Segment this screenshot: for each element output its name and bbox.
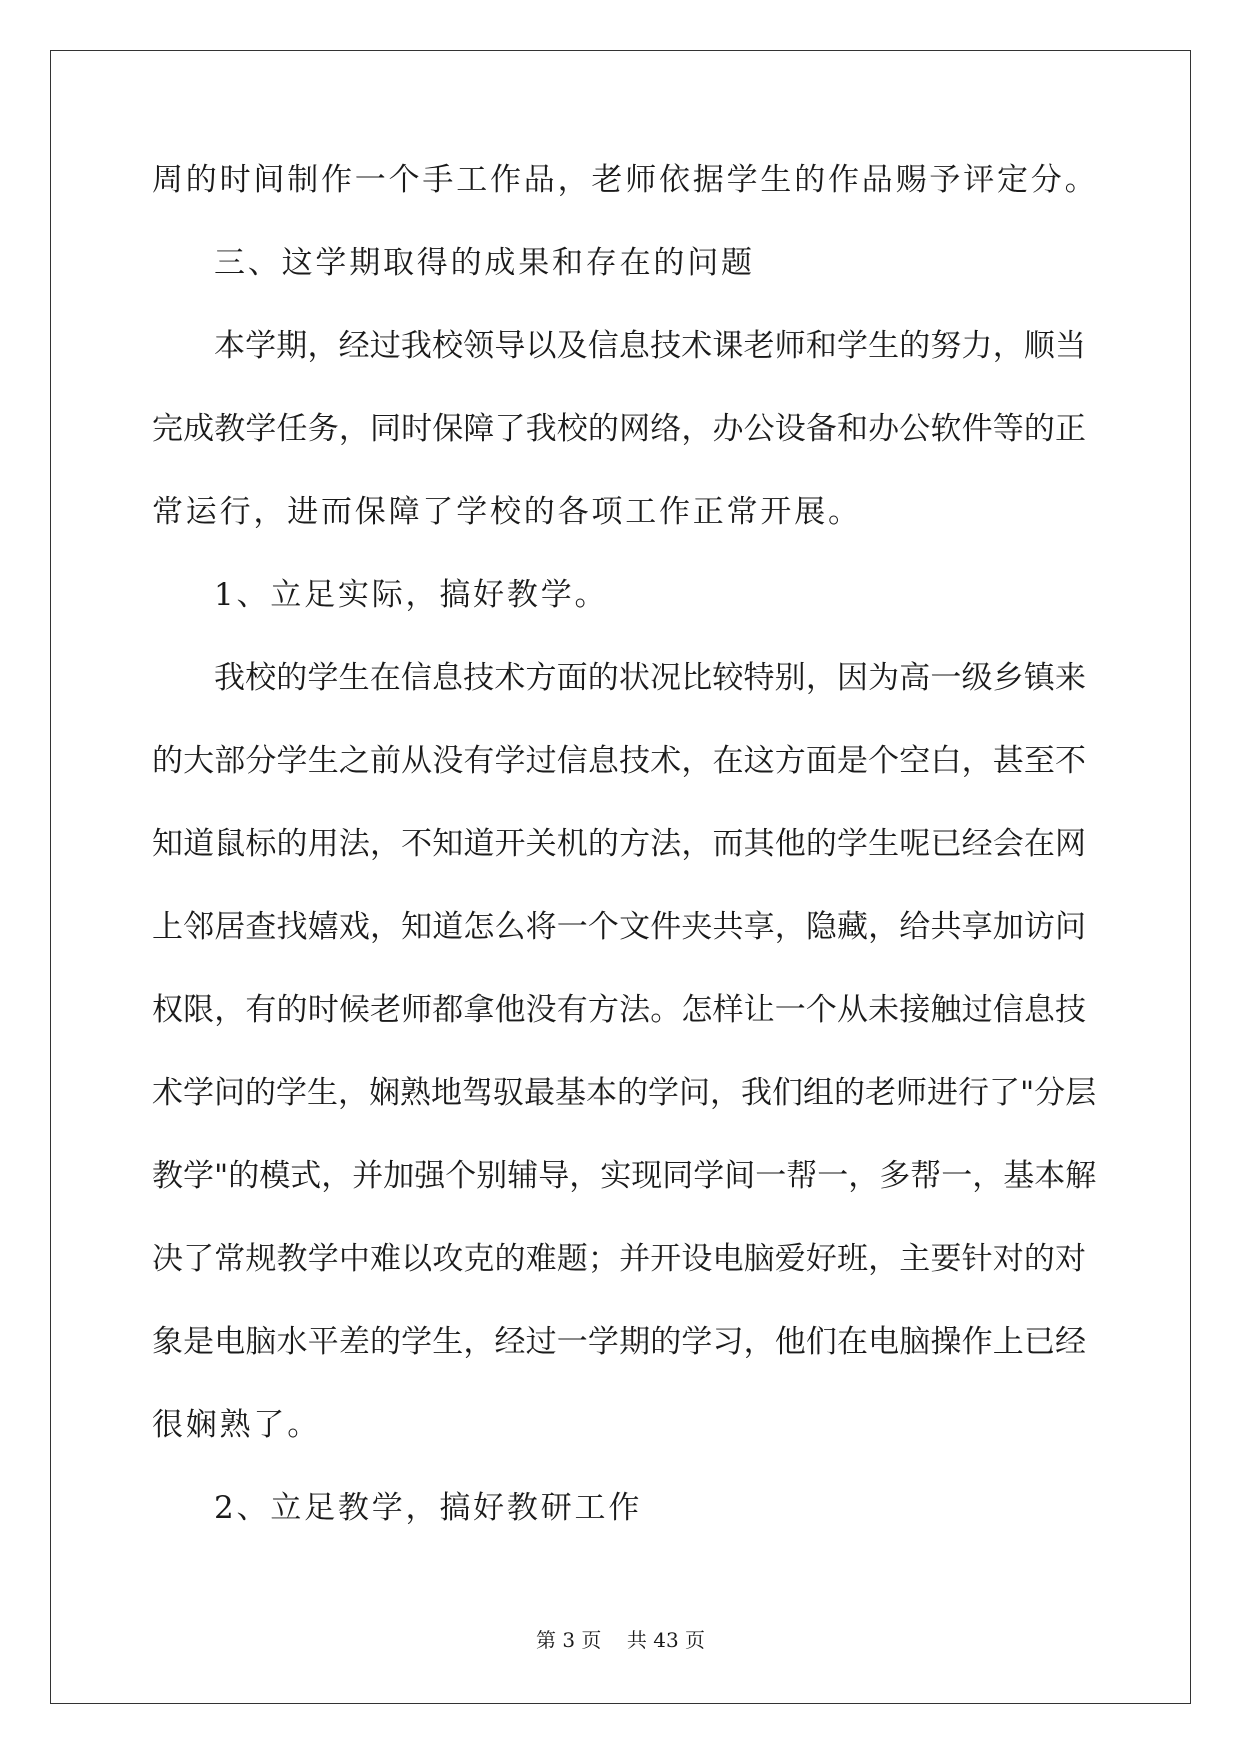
paragraph-line: 象是电脑水平差的学生，经过一学期的学习，他们在电脑操作上已经 [152, 1324, 1086, 1360]
paragraph-line: 本学期，经过我校领导以及信息技术课老师和学生的努力，顺当 [214, 328, 1086, 364]
paragraph-line: 术学问的学生，娴熟地驾驭最基本的学问，我们组的老师进行了"分层 [152, 1075, 1097, 1111]
paragraph-line: 周的时间制作一个手工作品，老师依据学生的作品赐予评定分。 [152, 162, 1099, 198]
paragraph-line: 知道鼠标的用法，不知道开关机的方法，而其他的学生呢已经会在网 [152, 826, 1086, 862]
page-footer [0, 1627, 1241, 1653]
paragraph-line: 常运行，进而保障了学校的各项工作正常开展。 [152, 494, 862, 530]
subsection-heading: 2、立足教学，搞好教研工作 [214, 1490, 643, 1526]
paragraph-line: 决了常规教学中难以攻克的难题；并开设电脑爱好班，主要针对的对 [152, 1241, 1086, 1277]
paragraph-line: 我校的学生在信息技术方面的状况比较特别，因为高一级乡镇来 [214, 660, 1086, 696]
paragraph-line: 上邻居查找嬉戏，知道怎么将一个文件夹共享，隐藏，给共享加访问 [152, 909, 1086, 945]
subsection-heading: 1、立足实际，搞好教学。 [214, 577, 609, 613]
document-body [152, 160, 1099, 1571]
section-heading: 三、这学期取得的成果和存在的问题 [214, 245, 755, 281]
paragraph-line: 权限，有的时候老师都拿他没有方法。怎样让一个从未接触过信息技 [152, 992, 1086, 1028]
page-number: 第 3 页 [535, 1628, 602, 1652]
paragraph-line: 教学"的模式，并加强个别辅导，实现同学间一帮一，多帮一，基本解 [152, 1158, 1097, 1194]
paragraph-line: 很娴熟了。 [152, 1407, 321, 1443]
paragraph-line: 完成教学任务，同时保障了我校的网络，办公设备和办公软件等的正 [152, 411, 1086, 447]
paragraph-line: 的大部分学生之前从没有学过信息技术，在这方面是个空白，甚至不 [152, 743, 1086, 779]
page-total: 共 43 页 [626, 1628, 706, 1652]
